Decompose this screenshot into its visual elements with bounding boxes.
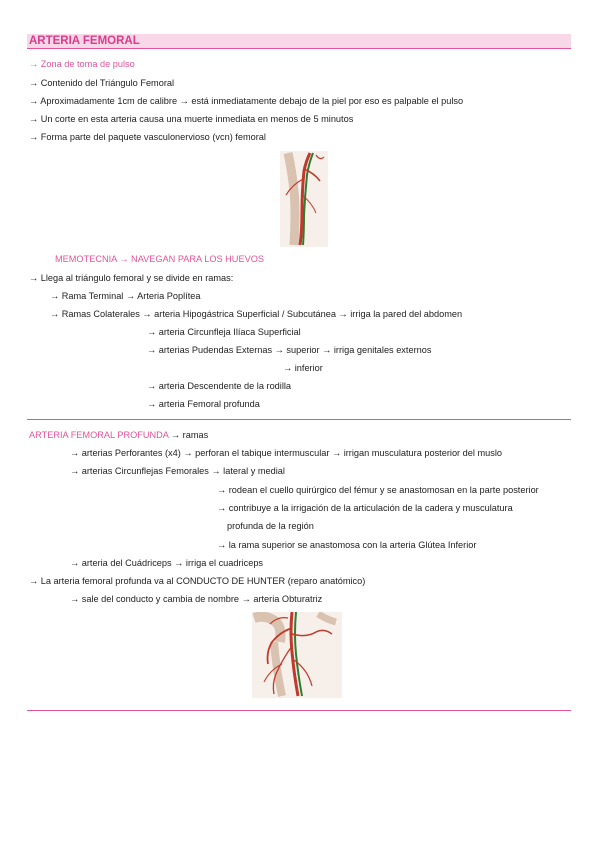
collateral-3: → arteria Descendente de la rodilla xyxy=(147,381,292,391)
collateral-2: → arterias Pudendas Externas → superior → irriga genitales externos xyxy=(147,345,432,355)
collaterals-intro: → Ramas Colaterales → arteria Hipogástrica Superficial / Subcutánea → irriga la pared del abdomen xyxy=(50,309,463,319)
divider-2 xyxy=(27,710,571,711)
hunter-canal: → La arteria femoral profunda va al CONDUCTO DE HUNTER (reparo anatómico) xyxy=(29,576,366,586)
section-title-profunda: ARTERIA FEMORAL PROFUNDA xyxy=(29,430,169,440)
section-title-femoral: ARTERIA FEMORAL xyxy=(29,35,140,47)
title-underline xyxy=(27,48,571,49)
cuadriceps: → arteria del Cuádriceps → irriga el cuadriceps xyxy=(70,558,264,568)
circ-note-4: → la rama superior se anastomosa con la arteria Glútea Inferior xyxy=(217,540,477,550)
deep-femoral-illustration xyxy=(252,612,342,698)
bullet-1: → Contenido del Triángulo Femoral xyxy=(29,78,175,88)
collateral-2-inferior: → inferior xyxy=(283,363,323,373)
bullet-4: → Forma parte del paquete vasculonervioso (vcn) femoral xyxy=(29,132,266,142)
circunflejas: → arterias Circunflejas Femorales → lateral y medial xyxy=(70,466,285,476)
circ-note-2: → contribuye a la irrigación de la articulación de la cadera y musculatura xyxy=(217,503,513,513)
circ-note-3: profunda de la región xyxy=(227,521,314,531)
pulse-zone: → Zona de toma de pulso xyxy=(29,59,135,69)
hunter-sub: → sale del conducto y cambia de nombre → arteria Obturatriz xyxy=(70,594,323,604)
collateral-4: → arteria Femoral profunda xyxy=(147,399,260,409)
bullet-2: → Aproximadamente 1cm de calibre → está inmediatamente debajo de la piel por eso es palpable el pulso xyxy=(29,96,464,106)
collateral-1: → arteria Circunfleja Ilíaca Superficial xyxy=(147,327,301,337)
terminal-branch: → Rama Terminal → Arteria Poplítea xyxy=(50,291,201,301)
mnemonic: MEMOTECNIA → NAVEGAN PARA LOS HUEVOS xyxy=(55,254,264,264)
perforantes: → arterias Perforantes (x4) → perforan el tabique intermuscular → irrigan musculatura posterior del muslo xyxy=(70,448,502,458)
section-title-suffix: → ramas xyxy=(168,430,209,440)
section-title-profunda-line xyxy=(29,429,208,441)
bullet-3: → Un corte en esta arteria causa una muerte inmediata en menos de 5 minutos xyxy=(29,114,354,124)
circ-note-1: → rodean el cuello quirúrgico del fémur y se anastomosan en la parte posterior xyxy=(217,485,539,495)
divider-1 xyxy=(27,419,571,420)
branches-intro: → Llega al triángulo femoral y se divide en ramas: xyxy=(29,273,234,283)
femoral-artery-illustration xyxy=(280,151,328,247)
